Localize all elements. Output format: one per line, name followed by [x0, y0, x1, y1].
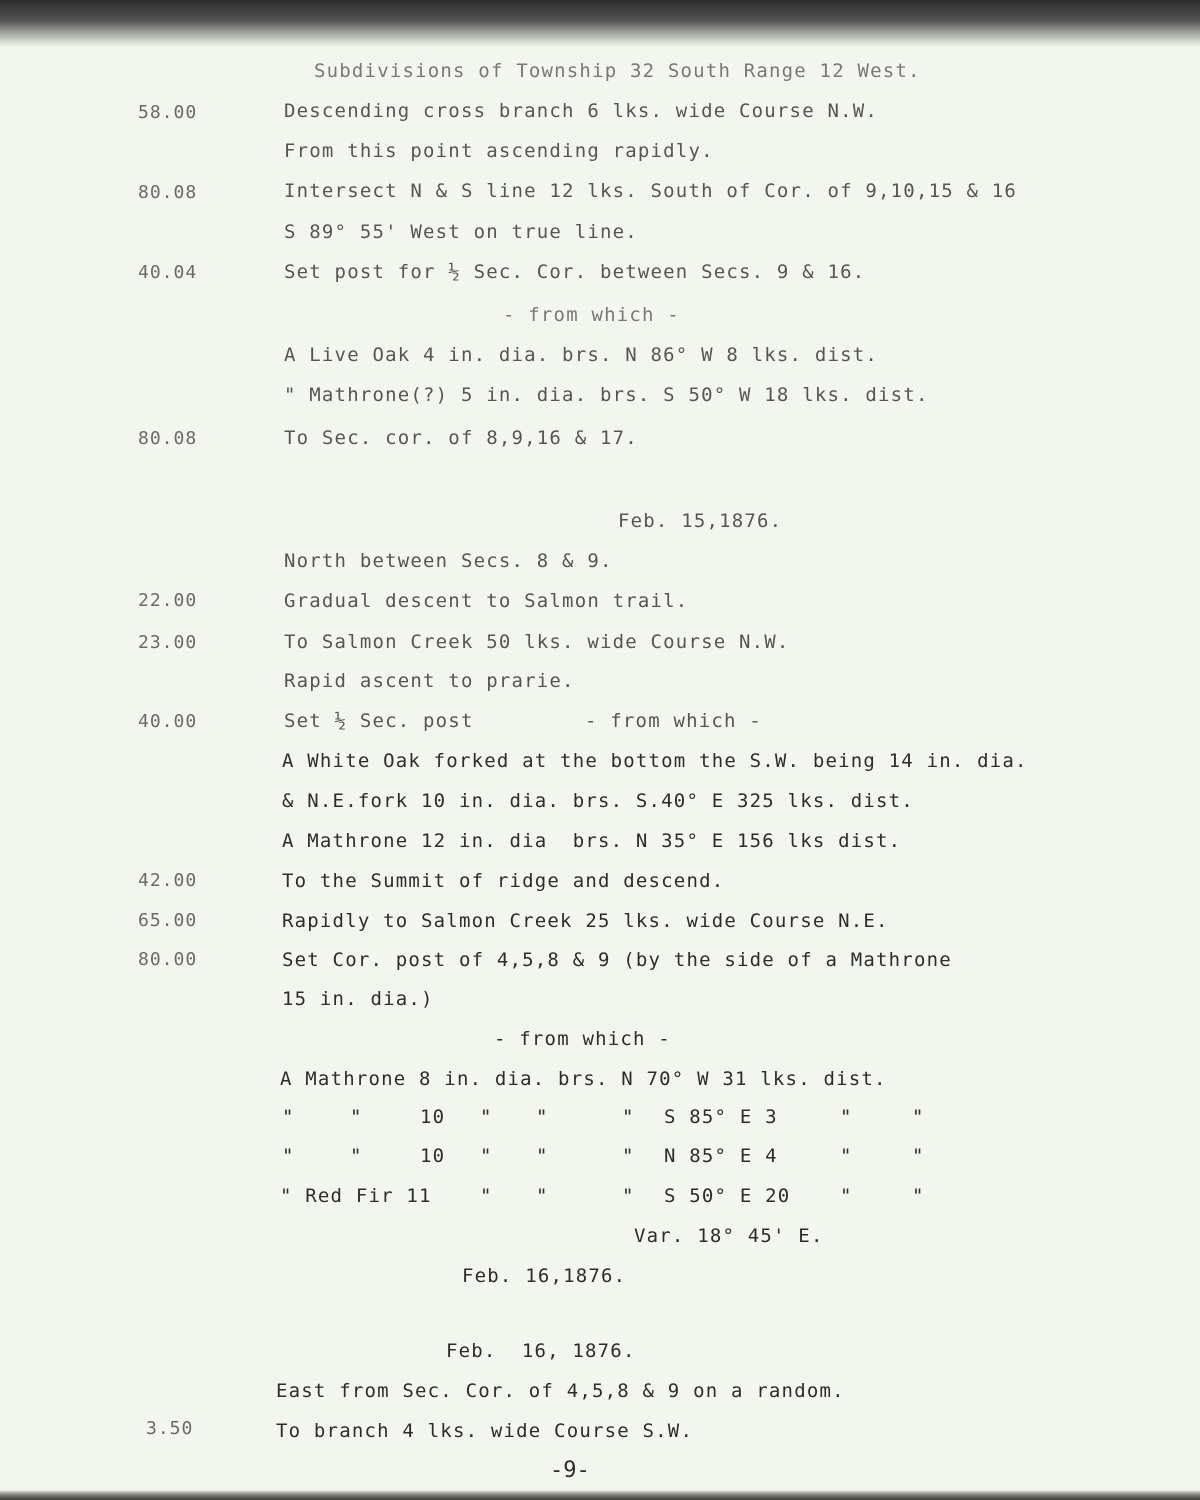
from-which-label: - from which -	[585, 710, 762, 732]
note-line: To Sec. cor. of 8,9,16 & 17.	[284, 427, 638, 449]
ditto-mark: "	[480, 1185, 493, 1207]
ditto-mark: "	[480, 1145, 493, 1167]
tree-description: " Red Fir 11	[280, 1185, 432, 1207]
note-line: Set Cor. post of 4,5,8 & 9 (by the side of a Mathrone	[282, 949, 952, 971]
note-line: 15 in. dia.)	[282, 988, 434, 1010]
bearing-tree-line: A Mathrone 8 in. dia. brs. N 70° W 31 lks. dist.	[280, 1068, 887, 1090]
bearing: S 85° E 3	[664, 1106, 778, 1128]
ditto-mark: "	[840, 1106, 853, 1128]
note-line: S 89° 55' West on true line.	[284, 221, 638, 243]
note-line: Gradual descent to Salmon trail.	[284, 590, 689, 612]
chain-distance: 40.04	[138, 262, 198, 283]
date-heading: Feb. 16, 1876.	[446, 1340, 636, 1362]
note-line: North between Secs. 8 & 9.	[284, 550, 613, 572]
diameter: 10	[420, 1106, 446, 1128]
chain-distance: 65.00	[138, 910, 198, 931]
ditto-mark: "	[282, 1106, 295, 1128]
note-line: Set post for ½ Sec. Cor. between Secs. 9 & 16.	[284, 261, 866, 283]
note-line: Intersect N & S line 12 lks. South of Cor. of 9,10,15 & 16	[284, 180, 1018, 202]
note-line: To branch 4 lks. wide Course S.W.	[276, 1420, 694, 1442]
page-heading: Subdivisions of Township 32 South Range 12 West.	[314, 60, 921, 82]
ditto-mark: "	[912, 1145, 925, 1167]
ditto-mark: "	[350, 1145, 363, 1167]
note-line: To Salmon Creek 50 lks. wide Course N.W.	[284, 631, 790, 653]
chain-distance: 58.00	[138, 102, 198, 123]
diameter: 10	[420, 1145, 446, 1167]
note-line: From this point ascending rapidly.	[284, 140, 714, 162]
chain-distance: 40.00	[138, 711, 198, 732]
note-line: & N.E.fork 10 in. dia. brs. S.40° E 325 lks. dist.	[282, 790, 914, 812]
ditto-mark: "	[622, 1145, 635, 1167]
chain-distance: 80.08	[138, 182, 198, 203]
bearing: N 85° E 4	[664, 1145, 778, 1167]
note-line: East from Sec. Cor. of 4,5,8 & 9 on a random.	[276, 1380, 845, 1402]
variation-note: Var. 18° 45' E.	[634, 1225, 824, 1247]
date-heading: Feb. 15,1876.	[618, 510, 783, 532]
note-line: A White Oak forked at the bottom the S.W. being 14 in. dia.	[282, 750, 1028, 772]
note-line: To the Summit of ridge and descend.	[282, 870, 725, 892]
note-line: Descending cross branch 6 lks. wide Course N.W.	[284, 100, 879, 122]
page-top-shadow	[0, 0, 1200, 46]
from-which-label: - from which -	[503, 304, 680, 326]
ditto-mark: "	[282, 1145, 295, 1167]
date-heading: Feb. 16,1876.	[462, 1265, 627, 1287]
chain-distance: 42.00	[138, 870, 198, 891]
ditto-mark: "	[912, 1185, 925, 1207]
from-which-label: - from which -	[494, 1028, 671, 1050]
ditto-mark: "	[912, 1106, 925, 1128]
note-line: " Mathrone(?) 5 in. dia. brs. S 50° W 18 lks. dist.	[284, 384, 929, 406]
ditto-mark: "	[536, 1145, 549, 1167]
ditto-mark: "	[622, 1185, 635, 1207]
ditto-mark: "	[840, 1145, 853, 1167]
note-line: A Live Oak 4 in. dia. brs. N 86° W 8 lks. dist.	[284, 344, 879, 366]
chain-distance: 23.00	[138, 632, 198, 653]
note-line: A Mathrone 12 in. dia brs. N 35° E 156 lks dist.	[282, 830, 902, 852]
chain-distance: 3.50	[146, 1418, 194, 1439]
ditto-mark: "	[480, 1106, 493, 1128]
page-number: -9-	[550, 1458, 590, 1483]
note-line: Set ½ Sec. post	[284, 710, 474, 732]
note-line: Rapid ascent to prarie.	[284, 670, 575, 692]
page-bottom-shadow	[0, 1490, 1200, 1500]
ditto-mark: "	[622, 1106, 635, 1128]
ditto-mark: "	[840, 1185, 853, 1207]
chain-distance: 80.08	[138, 428, 198, 449]
ditto-mark: "	[536, 1185, 549, 1207]
chain-distance: 80.00	[138, 949, 198, 970]
ditto-mark: "	[350, 1106, 363, 1128]
chain-distance: 22.00	[138, 590, 198, 611]
ditto-mark: "	[536, 1106, 549, 1128]
note-line: Rapidly to Salmon Creek 25 lks. wide Course N.E.	[282, 910, 889, 932]
bearing: S 50° E 20	[664, 1185, 791, 1207]
